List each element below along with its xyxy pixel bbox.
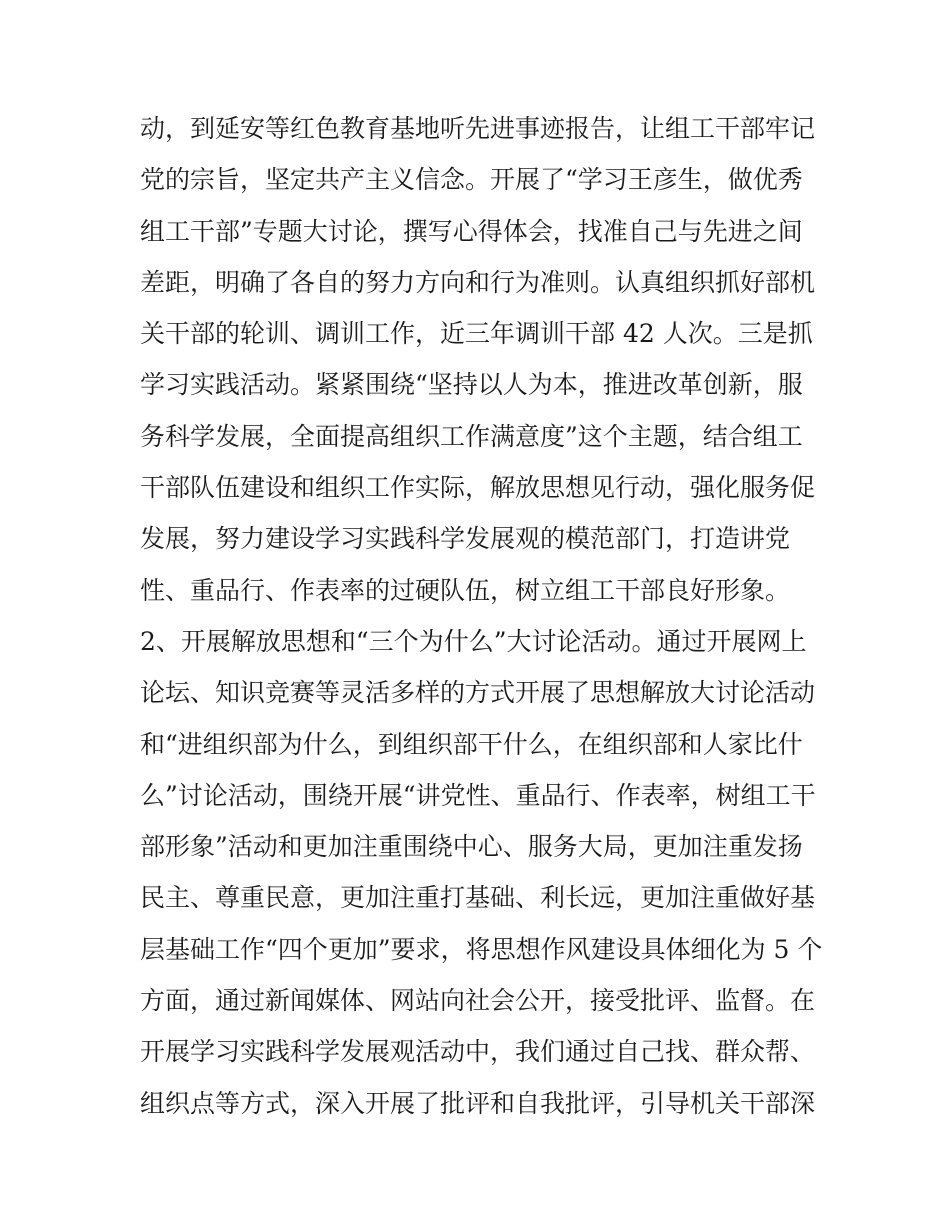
text-line: 动，到延安等红色教育基地听先进事迹报告，让组工干部牢记 <box>140 114 816 143</box>
text-line: 方面，通过新闻媒体、网站向社会公开，接受批评、监督。在 <box>140 986 816 1016</box>
text-line: 干部队伍建设和组织工作实际，解放思想见行动，强化服务促 <box>140 473 816 503</box>
text-line: 部形象”活动和更加注重围绕中心、服务大局，更加注重发扬 <box>140 832 803 862</box>
text-line: 开展学习实践科学发展观活动中，我们通过自己找、群众帮、 <box>140 1037 816 1067</box>
text-line: 发展，努力建设学习实践科学发展观的模范部门，打造讲党 <box>140 524 791 554</box>
text-line: 差距，明确了各自的努力方向和行为准则。认真组织抓好部机 <box>140 267 816 297</box>
text-line: 组织点等方式，深入开展了批评和自我批评，引导机关干部深 <box>140 1088 816 1118</box>
text-line: 层基础工作“四个更加”要求，将思想作风建设具体细化为 5 个 <box>140 934 823 964</box>
text-line: 关干部的轮训、调训工作，近三年调训干部 42 人次。三是抓 <box>140 319 813 349</box>
text-line: 务科学发展，全面提高组织工作满意度”这个主题，结合组工 <box>140 421 803 451</box>
text-line: 组工干部”专题大讨论，撰写心得体会，找准自己与先进之间 <box>140 216 803 246</box>
text-line: 么”讨论活动，围绕开展“讲党性、重品行、作表率，树组工干 <box>140 780 816 810</box>
text-line: 性、重品行、作表率的过硬队伍，树立组工干部良好形象。 <box>140 575 791 605</box>
text-line: 党的宗旨，坚定共产主义信念。开展了“学习王彦生，做优秀 <box>140 165 803 195</box>
text-line: 2、开展解放思想和“三个为什么”大讨论活动。通过开展网上 <box>140 626 807 656</box>
text-line: 论坛、知识竞赛等灵活多样的方式开展了思想解放大讨论活动 <box>140 678 816 708</box>
text-line: 和“进组织部为什么，到组织部干什么，在组织部和人家比什 <box>140 729 803 759</box>
text-line: 学习实践活动。紧紧围绕“坚持以人为本，推进改革创新，服 <box>140 370 803 400</box>
text-line: 民主、尊重民意，更加注重打基础、利长远，更加注重做好基 <box>140 883 816 913</box>
body-text <box>140 103 830 1129</box>
